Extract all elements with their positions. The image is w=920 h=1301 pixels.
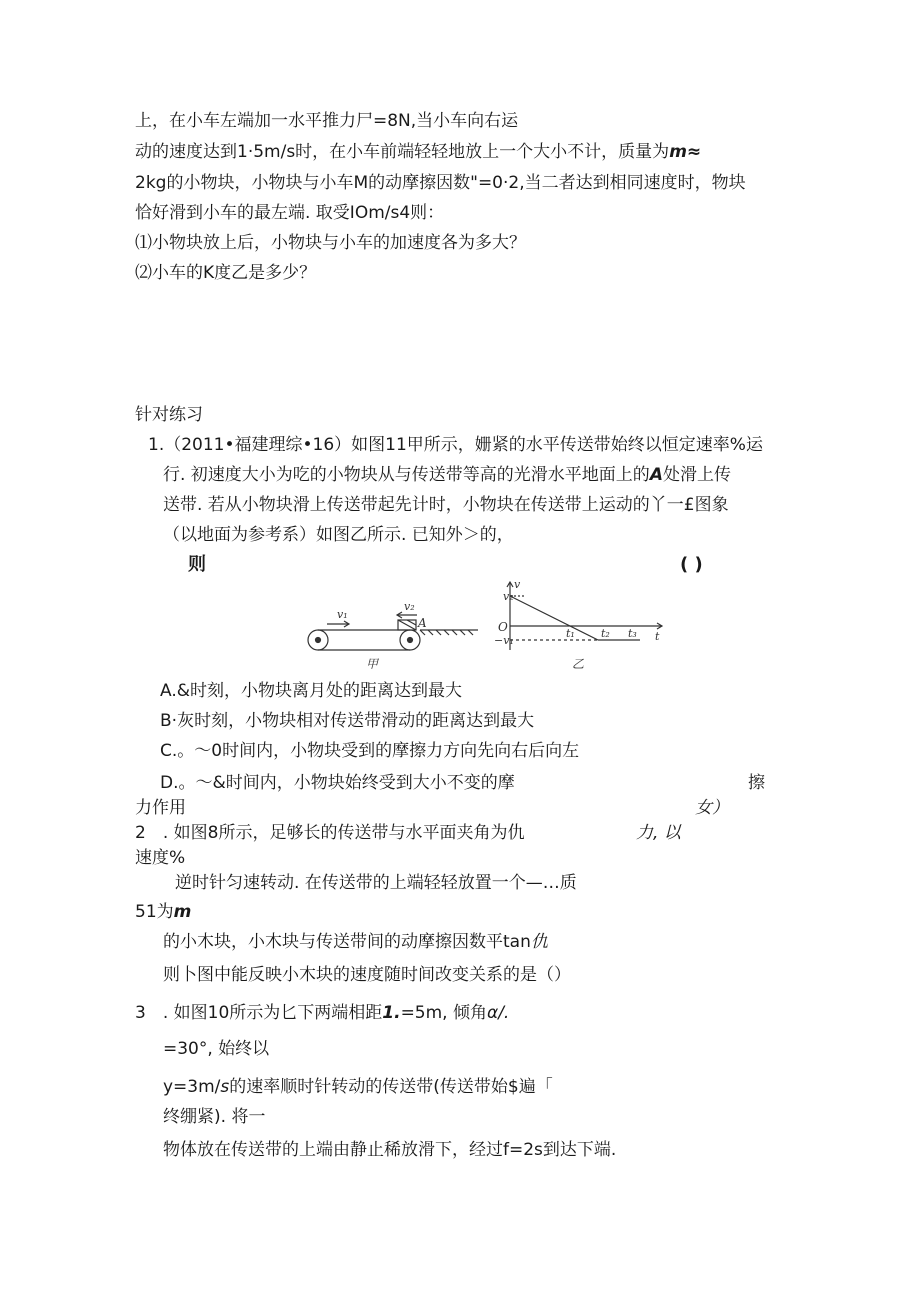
q3-line-3 bbox=[163, 1076, 553, 1098]
q3-line-1-a: 3 . 如图10所示为匕下两端相距 bbox=[135, 1003, 383, 1023]
figure-t1: t₁ bbox=[566, 627, 575, 640]
figure-label-v1: v₁ bbox=[337, 608, 348, 621]
practice-heading: 针对练习 bbox=[135, 405, 203, 425]
q2-line-6: 则卜图中能反映小木块的速度随时间改变关系的是（） bbox=[163, 965, 571, 985]
q3-unit-s: s bbox=[220, 1077, 230, 1097]
q1-option-d-cont: 力作用 bbox=[135, 798, 186, 818]
q1-line-2-b: 处滑上传 bbox=[662, 465, 731, 485]
q2-line-4 bbox=[135, 901, 191, 923]
problem-line-2 bbox=[135, 141, 701, 163]
q1-line-4: （以地面为参考系）如图乙所示. 已知外＞的， bbox=[163, 525, 514, 545]
q3-length-symbol: 1. bbox=[382, 1003, 401, 1023]
problem-question-1: ⑴小物块放上后，小物块与小车的加速度各为多大？ bbox=[135, 233, 526, 253]
q1-line-3: 送带. 若从小物块滑上传送带起先计时，小物块在传送带上运动的丫一£图象 bbox=[163, 495, 729, 515]
q2-line-2: 速度% bbox=[135, 848, 186, 868]
problem-line-2-text: 动的速度达到1·5m/s时，在小车前端轻轻地放上一个大小不计，质量为 bbox=[135, 142, 670, 162]
q3-line-3-a: y=3m/ bbox=[163, 1077, 221, 1097]
q3-line-1 bbox=[135, 1002, 509, 1024]
q1-option-c: C.。～0时间内，小物块受到的摩擦力方向先向右后向左 bbox=[160, 741, 580, 761]
q3-line-5: 物体放在传送带的上端由静止稀放滑下，经过f=2s到达下端. bbox=[163, 1140, 617, 1160]
figure-t2: t₂ bbox=[601, 627, 610, 640]
q3-line-3-b: 的速率顺时针转动的传送带(传送带始$遍「 bbox=[229, 1077, 553, 1097]
figure-caption-jia: 甲 bbox=[366, 657, 379, 671]
q1-ze: 则 bbox=[188, 554, 206, 575]
q3-line-1-b: =5m, 倾角 bbox=[400, 1003, 487, 1023]
figure-t3: t₃ bbox=[628, 627, 637, 640]
figure-axis-v: v bbox=[514, 578, 521, 591]
figure-label-v2: v₂ bbox=[404, 600, 415, 613]
q2-line-3: 逆时针匀速转动. 在传送带的上端轻轻放置一个—…质 bbox=[175, 873, 577, 893]
figure-jia-conveyor bbox=[308, 612, 478, 650]
q2-line-5-a: 的小木块，小木块与传送带间的动摩擦因数平tan bbox=[163, 932, 531, 952]
q1-point-a: A bbox=[649, 465, 663, 485]
q1-answer-paren: ( ) bbox=[680, 554, 703, 575]
problem-line-3: 2kg的小物块，小物块与小车M的动摩擦因数"=0·2,当二者达到相同速度时，物块 bbox=[135, 173, 746, 193]
figure-label-a: A bbox=[418, 616, 427, 630]
q1-option-d-ca: 擦 bbox=[748, 773, 765, 793]
q1-option-b: B·灰时刻，小物块相对传送带滑动的距离达到最大 bbox=[160, 711, 535, 731]
q2-angle: 仇 bbox=[530, 932, 548, 952]
figure-yi-vt-graph bbox=[507, 582, 662, 650]
q1-option-d: D.。～&时间内，小物块始终受到大小不变的摩 bbox=[160, 773, 515, 793]
q2-line-1-b: 力, 以 bbox=[636, 823, 681, 843]
problem-line-2-mass: m≈ bbox=[669, 142, 702, 162]
q1-option-a: A.&时刻，小物块离月处的距离达到最大 bbox=[160, 681, 462, 701]
q2-mass: m bbox=[173, 902, 192, 922]
figure-axis-t: t bbox=[655, 630, 660, 643]
q1-option-d-note: 女） bbox=[695, 798, 729, 818]
q1-line-2 bbox=[163, 464, 731, 486]
figure-label-neg-v1: −v₁ bbox=[494, 634, 514, 647]
figure-origin: O bbox=[498, 620, 508, 634]
problem-line-4: 恰好滑到小车的最左端. 取受IOm/s4则： bbox=[135, 203, 445, 223]
q2-line-1: 2 . 如图8所示，足够长的传送带与水平面夹角为仇 bbox=[135, 823, 525, 843]
q3-angle-symbol: α/. bbox=[487, 1003, 510, 1023]
q2-line-5 bbox=[163, 931, 548, 953]
q3-line-4: 终绷紧). 将一 bbox=[163, 1107, 266, 1127]
figure-label-v2-axis: v₂ bbox=[503, 590, 514, 603]
q2-line-4-a: 51为 bbox=[135, 902, 174, 922]
problem-line-1: 上，在小车左端加一水平推力尸=8N,当小车向右运 bbox=[135, 111, 519, 131]
problem-question-2: ⑵小车的K度乙是多少？ bbox=[135, 263, 317, 283]
q1-line-1: 1.（2011•福建理综•16）如图11甲所示，姗紧的水平传送带始终以恒定速率%运 bbox=[148, 435, 763, 455]
figure-caption-yi: 乙 bbox=[572, 657, 585, 671]
q3-line-2: =30°, 始终以 bbox=[163, 1039, 270, 1059]
q1-line-2-a: 行. 初速度大小为吃的小物块从与传送带等高的光滑水平地面上的 bbox=[163, 465, 650, 485]
